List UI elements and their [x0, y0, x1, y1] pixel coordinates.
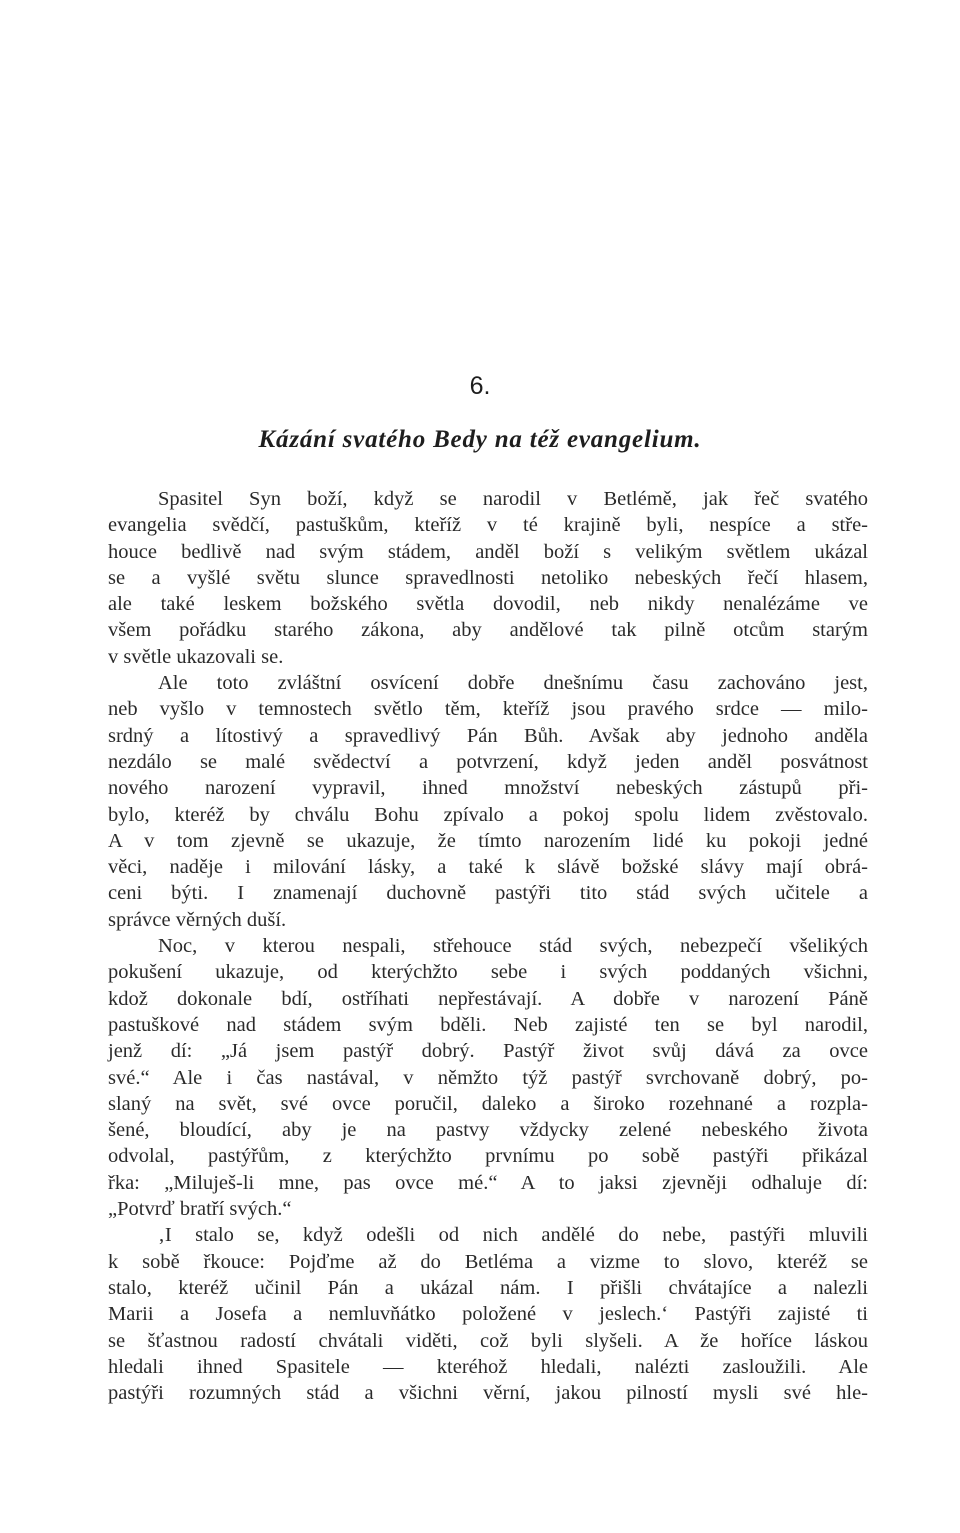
text-line: se a vyšlé světu slunce spravedlnosti netoliko nebeských řečí hlasem,	[108, 566, 868, 589]
text-line: slaný na svět, své ovce poručil, daleko a široko rozehnané a rozpla-	[108, 1092, 868, 1115]
text-line: hledali ihned Spasitele — kteréhož hledali, nalézti zasloužili. Ale	[108, 1355, 868, 1378]
text-line: pastýři rozumných stád a všichni věrní, jakou pilností mysli své hle-	[108, 1382, 868, 1405]
text-line: v světle ukazovali se.	[108, 645, 284, 668]
text-line: řka: „Miluješ-li mne, pas ovce mé.“ A to jaksi zjevněji odhaluje dí:	[108, 1171, 868, 1194]
text-line: se šťastnou radostí chvátali viděti, což byli slyšeli. A že hoříce láskou	[108, 1329, 868, 1352]
text-line: pokušení ukazuje, od kterýchžto sebe i svých poddaných všichni,	[108, 961, 868, 984]
body-text	[108, 486, 868, 1406]
text-line: k sobě řkouce: Pojďme až do Betléma a vizme to slovo, kteréž se	[108, 1250, 868, 1273]
text-line: kdož dokonale bdí, ostříhati nepřestávají. A dobře v narození Páně	[108, 987, 868, 1010]
text-line: odvolal, pastýřům, z kterýchžto prvnímu po sobě pastýři přikázal	[108, 1145, 868, 1168]
text-line: srdný a lítostivý a spravedlivý Pán Bůh. Avšak aby jednoho anděla	[108, 724, 868, 747]
text-line: ale také leskem božského světla dovodil, neb nikdy nenalézáme ve	[108, 593, 868, 616]
text-line: stalo, kteréž učinil Pán a ukázal nám. I přišli chvátajíce a nalezli	[108, 1276, 868, 1299]
text-line: Ale toto zvláštní osvícení dobře dnešnímu času zachováno jest,	[158, 672, 868, 695]
text-line: bylo, kteréž by chválu Bohu zpívalo a pokoj spolu lidem zvěstovalo.	[108, 803, 868, 826]
text-line: pastuškové nad stádem svým bděli. Neb zajisté ten se byl narodil,	[108, 1013, 868, 1036]
text-line: šené, bloudící, aby je na pastvy vždycky zelené nebeského života	[108, 1119, 868, 1142]
text-line: A v tom zjevně se ukazuje, že tímto narozením lidé ku pokoji jedné	[108, 829, 868, 852]
text-line: jenž dí: „Já jsem pastýř dobrý. Pastýř život svůj dává za ovce	[108, 1040, 868, 1063]
text-line: věci, naděje i milování lásky, a také k slávě božské slávy mají obrá-	[108, 856, 868, 879]
chapter-title: Kázání svatého Bedy na též evangelium.	[258, 426, 702, 453]
text-line: Noc, v kterou nespali, střehouce stád svých, nebezpečí všelikých	[158, 935, 868, 958]
text-line: nezdálo se malé svědectví a potvrzení, když jeden anděl posvátnost	[108, 750, 868, 773]
text-line: evangelia svědčí, pastuškům, kteříž v té krajině byli, nespíce a stře-	[108, 514, 868, 537]
text-line: všem pořádku starého zákona, aby andělové tak pilně otcům starým	[108, 619, 868, 642]
text-line: ‚I stalo se, když odešli od nich andělé do nebe, pastýři mluvili	[158, 1224, 868, 1247]
text-line: neb vyšlo v temnostech světlo těm, kteříž jsou pravého srdce — milo-	[108, 698, 868, 721]
text-line: Spasitel Syn boží, když se narodil v Betlémě, jak řeč svatého	[158, 488, 868, 510]
page-number: 6.	[469, 372, 491, 400]
text-line: Marii a Josefa a nemluvňátko položené v jeslech.‘ Pastýři zajisté ti	[108, 1303, 868, 1326]
text-line: „Potvrď bratří svých.“	[108, 1198, 292, 1221]
text-line: nového narození vypravil, ihned množství nebeských zástupů při-	[108, 777, 868, 800]
text-line: své.“ Ale i čas nastával, v němžto týž pastýř svrchovaně dobrý, po-	[108, 1066, 868, 1089]
text-line: správce věrných duší.	[108, 908, 287, 931]
text-line: ceni býti. I znamenají duchovně pastýři tito stád svých učitele a	[108, 882, 868, 905]
text-line: houce bedlivě nad svým stádem, anděl boží s velikým světlem ukázal	[108, 540, 868, 563]
